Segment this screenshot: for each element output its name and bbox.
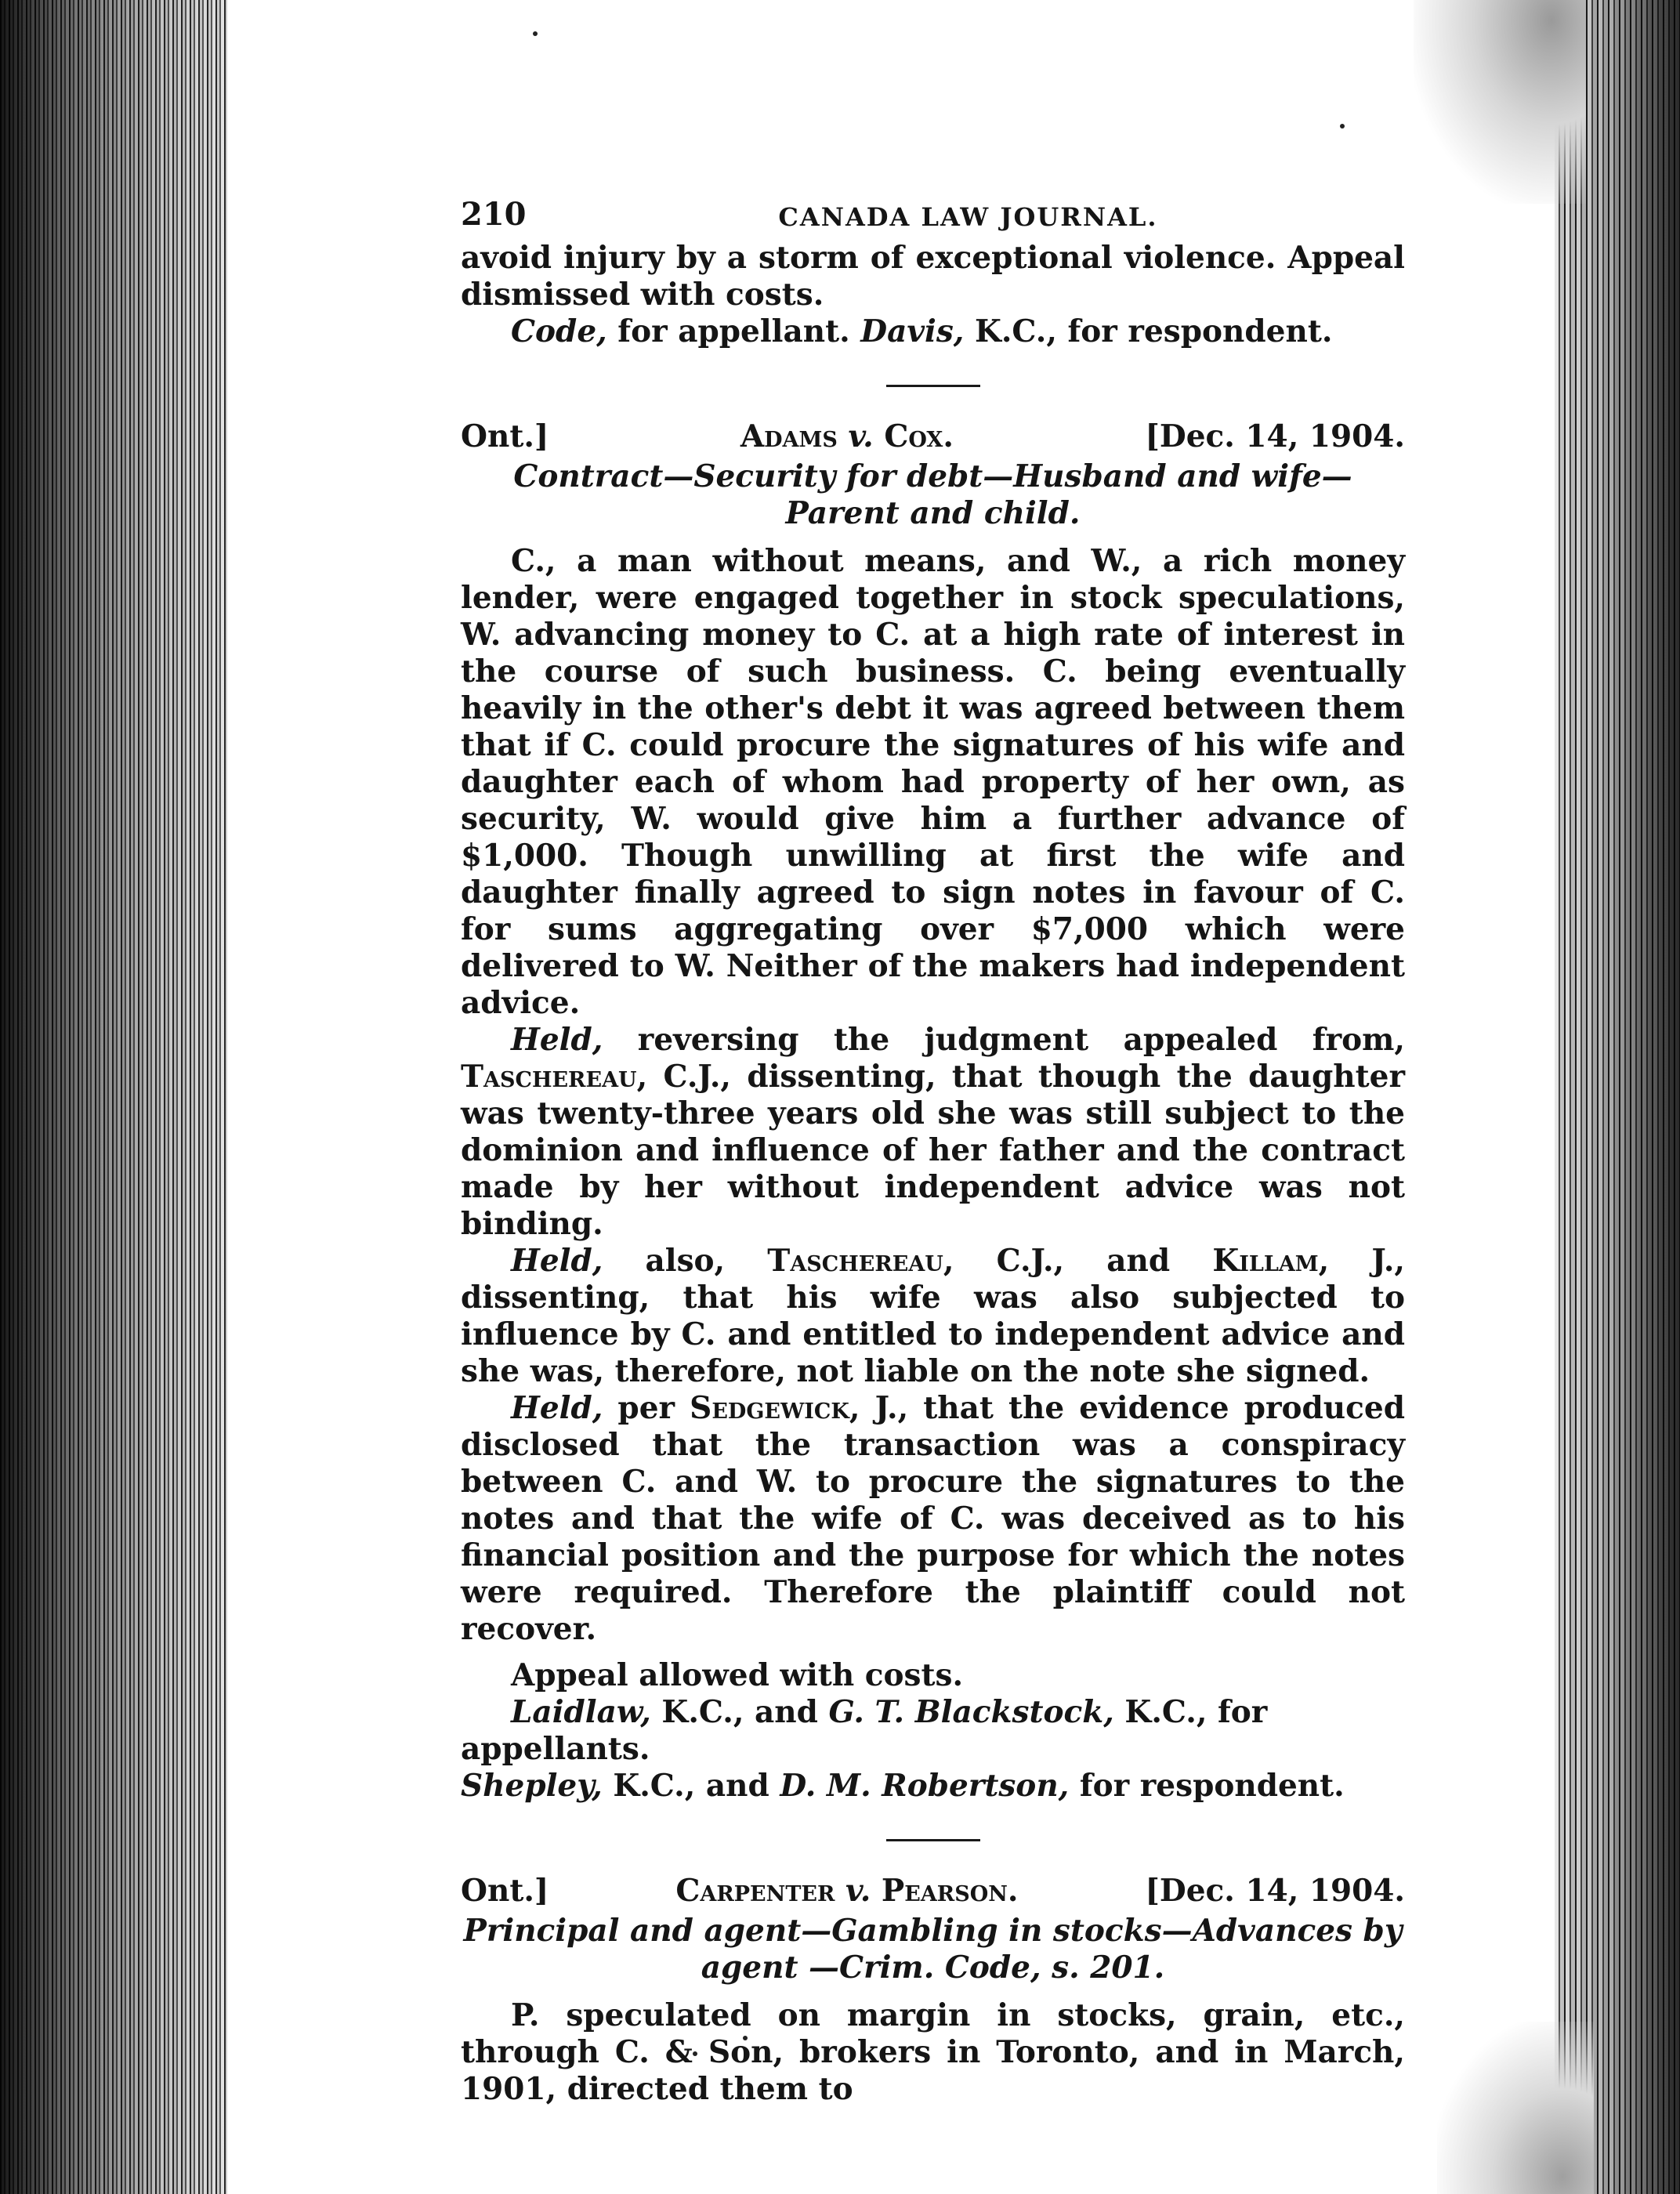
case-heading-carpenter-v-pearson: [461, 1873, 1405, 1910]
case-disposition: Appeal allowed with costs.: [511, 1657, 964, 1693]
holding-text: , C.J., dissenting, that though the daughter was twenty-three years old she was still subject to the dominion and influence of her father and the contract made by her without independent advice was not binding.: [461, 1059, 1405, 1242]
counsel-name: Code,: [511, 313, 607, 349]
counsel-name: G. T. Blackstock,: [828, 1694, 1114, 1730]
holding-text: , J., that the evidence produced disclosed that the transaction was a conspiracy between C. and W. to procure the signatures to the notes and that the wife of C. was deceived as to his financial position and the purpose for which the notes were required. Therefore the plaintiff could not recover.: [461, 1390, 1405, 1647]
case-facts: P. speculated on margin in stocks, grain, etc., through C. & Son, brokers in Toronto, and in March, 1901, directed them to: [461, 1997, 1405, 2107]
previous-case-counsel: [461, 313, 1405, 350]
journal-title: CANADA LAW JOURNAL.: [778, 202, 1158, 232]
case-facts: C., a man without means, and W., a rich money lender, were engaged together in stock speculations, W. advancing money to C. at a high rate of interest in the course of such business. C. being eventually heavily in the other's debt it was agreed between them that if C. could procure the signatures of his wife and daughter each of whom had property of her own, as security, W. would give him a further advance of $1,000. Though unwilling at first the wife and daughter finally agreed to sign notes in favour of C. for sums aggregating over $7,000 which were delivered to W. Neither of the makers had independent advice.: [461, 543, 1405, 1021]
holding-1: [461, 1022, 1405, 1243]
case-party: Cox.: [884, 418, 954, 454]
counsel-name: D. M. Robertson,: [780, 1768, 1070, 1804]
journal-page: [461, 196, 1405, 2108]
holding-text: also,: [603, 1243, 768, 1279]
case-court: Ont.]: [461, 418, 549, 454]
counsel-text: K.C., for respondent.: [964, 313, 1333, 349]
case-title: [675, 1873, 1018, 1910]
counsel-text: K.C., for appellants.: [461, 1694, 1268, 1767]
counsel-appellants: [461, 1694, 1405, 1768]
page-number: 210: [461, 196, 527, 233]
held-label: Held,: [511, 1390, 603, 1426]
case-catchwords: Contract—Security for debt—Husband and wife—Parent and child.: [513, 458, 1352, 531]
case-versus: v.: [848, 418, 874, 454]
counsel-respondent: [461, 1768, 1405, 1805]
previous-case-ending: avoid injury by a storm of exceptional violence. Appeal dismissed with costs.: [461, 240, 1405, 313]
running-head: [461, 196, 1405, 240]
scan-left-edge: [0, 0, 227, 2194]
case-heading-adams-v-cox: [461, 418, 1405, 455]
section-rule: [886, 385, 980, 387]
judge-name: Taschereau: [461, 1059, 637, 1095]
counsel-text: for appellant.: [606, 313, 861, 349]
holding-2: [461, 1243, 1405, 1390]
holding-text: , J., dissenting, that his wife was also subjected to influence by C. and entitled to independent advice and she was, therefore, not liable on the note she signed.: [461, 1243, 1405, 1389]
holding-text: , C.J., and: [943, 1243, 1213, 1279]
counsel-name: Davis,: [860, 313, 965, 349]
scan-speck: [1340, 124, 1345, 129]
case-catchwords: Principal and agent—Gambling in stocks—Advances by agent —Crim. Code, s. 201.: [463, 1913, 1403, 1986]
held-label: Held,: [511, 1243, 603, 1279]
counsel-name: Laidlaw,: [511, 1694, 651, 1730]
counsel-text: K.C., and: [650, 1694, 829, 1730]
held-label: Held,: [511, 1022, 603, 1058]
judge-name: Taschereau: [767, 1243, 943, 1279]
case-party: Pearson.: [881, 1873, 1019, 1909]
case-party: Adams: [740, 418, 838, 454]
scan-smudge-bottom: [1437, 2022, 1594, 2194]
scan-right-edge: [1555, 0, 1680, 2194]
holding-text: reversing the judgment appealed from,: [603, 1022, 1405, 1058]
case-court: Ont.]: [461, 1873, 549, 1909]
holding-3: [461, 1390, 1405, 1648]
holding-text: per: [603, 1390, 690, 1426]
section-rule: [886, 1839, 980, 1841]
case-date: [Dec. 14, 1904.: [1145, 1873, 1405, 1909]
scan-smudge-top: [1414, 0, 1586, 204]
counsel-name: Shepley,: [461, 1768, 603, 1804]
case-versus: v.: [845, 1873, 871, 1909]
case-title: [740, 418, 954, 455]
judge-name: Killam: [1212, 1243, 1319, 1279]
case-party: Carpenter: [675, 1873, 835, 1909]
counsel-text: for respondent.: [1069, 1768, 1345, 1804]
judge-name: Sedgewick: [690, 1390, 849, 1426]
counsel-text: K.C., and: [602, 1768, 780, 1804]
scan-speck: [533, 31, 538, 36]
case-date: [Dec. 14, 1904.: [1145, 418, 1405, 454]
